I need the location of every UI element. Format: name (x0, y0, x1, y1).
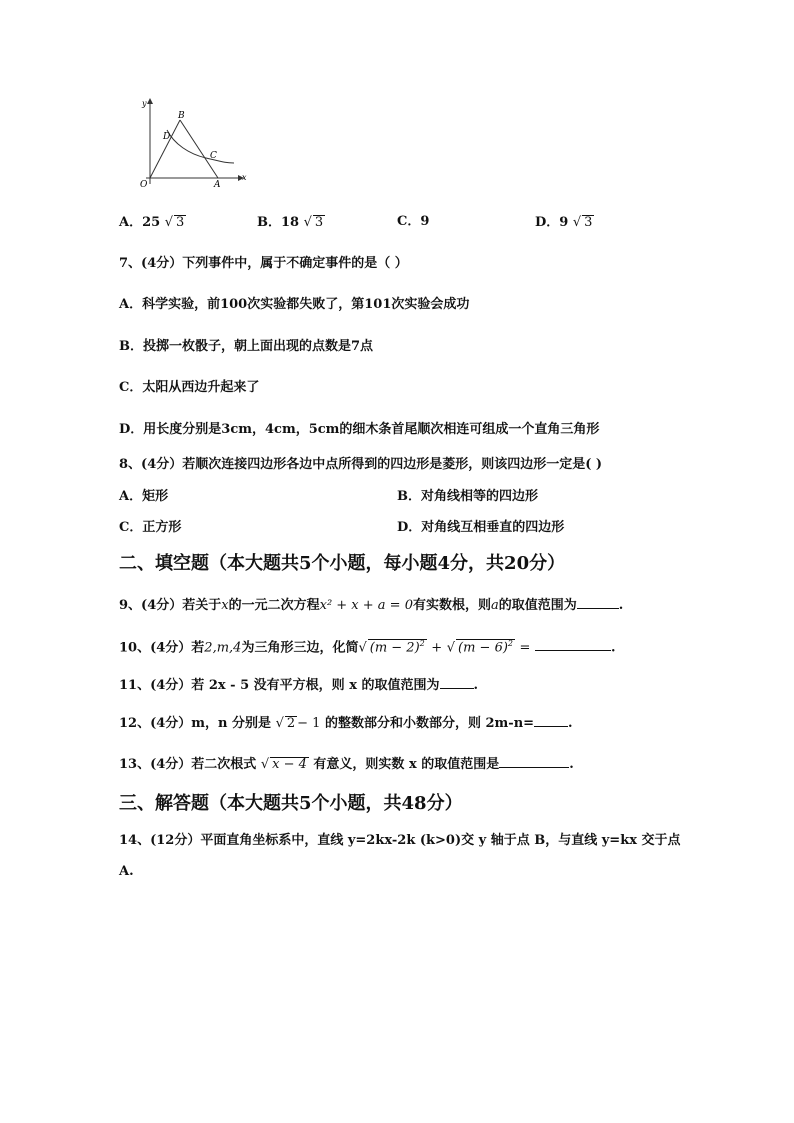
q7-option-c: C．太阳从西边升起来了 (119, 380, 260, 395)
q10-prefix: 10、(4分）若 (119, 640, 205, 656)
q8-option-d: D．对角线互相垂直的四边形 (397, 520, 565, 535)
label-x: x (242, 173, 247, 182)
q10-equals: = (519, 640, 531, 656)
q11-var: x (349, 678, 357, 693)
sqrt-icon: √ (260, 757, 270, 772)
q12-prefix: 12、(4分）m，n 分别是 (119, 716, 272, 731)
q13 (119, 757, 574, 771)
q9-answer-blank[interactable] (577, 608, 619, 609)
q11 (119, 679, 478, 692)
q6-option-b (257, 215, 325, 229)
label-a: A (214, 180, 221, 190)
q9-end: . (618, 598, 624, 613)
q13-suffix: 有意义，则实数 x 的取值范围是 (313, 757, 500, 772)
q9-equation: x² + x + a = 0 (319, 598, 413, 613)
q10-answer-blank[interactable] (535, 650, 611, 651)
coordinate-figure (134, 92, 264, 192)
q11-answer-blank[interactable] (440, 688, 474, 689)
q6-option-a (119, 215, 186, 229)
q9-prefix: 9、(4分）若关于 (119, 598, 222, 613)
q10-mid: 为三角形三边，化简 (241, 640, 359, 656)
label-y: y (142, 99, 147, 108)
q9-var-a: a (491, 598, 499, 613)
option-radicand: 3 (176, 215, 185, 230)
sqrt-icon: √ (303, 215, 312, 230)
sqrt-icon: √ (275, 716, 284, 731)
option-text: 9 (420, 214, 430, 229)
q11-suffix: 的取值范围为 (361, 678, 440, 693)
label-o: O (140, 180, 148, 190)
section-answer-title: 三、解答题（本大题共5个小题，共48分） (119, 793, 463, 814)
option-letter: B． (257, 215, 281, 230)
q6-option-c (397, 215, 429, 228)
sqrt-icon: √ (572, 215, 582, 230)
option-letter: C． (397, 214, 421, 229)
q12 (119, 716, 573, 730)
q10-radicand-2: $(m - 6)^2$ (458, 639, 514, 656)
section-fill-in-title: 二、填空题（本大题共5个小题，每小题4分，共20分） (119, 553, 566, 574)
option-coef: 18 (281, 215, 300, 230)
q14-line-2: A. (119, 864, 134, 879)
q12-end: . (568, 716, 573, 731)
q6-option-d (535, 215, 594, 229)
q9-suffix: 的取值范围为 (498, 598, 577, 613)
option-radicand: 3 (314, 215, 324, 230)
label-b: B (178, 111, 185, 121)
q7-option-b: B．投掷一枚骰子，朝上面出现的点数是7点 (119, 339, 374, 354)
q7-option-a: A．科学实验，前100次实验都失败了，第101次实验会成功 (119, 297, 470, 312)
option-coef: 9 (559, 215, 569, 230)
q10-radicand-1: $(m - 2)^2$ (369, 639, 425, 656)
option-letter: D． (535, 215, 560, 230)
q11-expression: 2x - 5 (208, 678, 250, 693)
q9 (119, 599, 623, 612)
q10-sides: 2,m,4 (204, 640, 242, 656)
q11-end: . (473, 678, 479, 693)
segment-ba (180, 120, 218, 178)
q11-prefix: 11、(4分）若 (119, 678, 205, 693)
label-c: C (210, 151, 217, 161)
hyperbola-curve (167, 130, 234, 163)
q9-var-x: x (221, 598, 229, 613)
q13-prefix: 13、(4分）若二次根式 (119, 757, 257, 772)
q14-line-1: 14、(12分）平面直角坐标系中，直线 y=2kx-2k (k>0)交 y 轴于点 B，与直线 y=kx 交于点 (119, 833, 681, 848)
q8-option-a: A．矩形 (119, 489, 169, 504)
q9-mid2: 有实数根，则 (412, 598, 491, 613)
q13-answer-blank[interactable] (499, 767, 569, 768)
q10-end: . (610, 640, 616, 656)
label-d: D (163, 132, 171, 142)
q12-minus: − 1 (297, 716, 321, 731)
sqrt-icon: √ (164, 215, 174, 230)
q8-stem: 8、(4分）若顺次连接四边形各边中点所得到的四边形是菱形，则该四边形一定是( ) (119, 457, 603, 472)
q7-option-d: D．用长度分别是3cm，4cm，5cm的细木条首尾顺次相连可组成一个直角三角形 (119, 422, 600, 437)
q8-option-b: B．对角线相等的四边形 (397, 489, 538, 504)
q9-mid: 的一元二次方程 (228, 598, 320, 613)
segment-ob (150, 120, 180, 178)
q12-radicand: 2 (286, 716, 296, 731)
sqrt-icon: √ (446, 640, 456, 656)
q13-radicand: x − 4 (272, 757, 307, 772)
q10 (119, 639, 616, 654)
q12-answer-blank[interactable] (534, 726, 568, 727)
q13-end: . (569, 757, 574, 772)
option-letter: A． (119, 215, 143, 230)
sqrt-icon: √ (358, 640, 367, 656)
q11-mid: 没有平方根，则 (253, 678, 345, 693)
q7-stem: 7、(4分）下列事件中，属于不确定事件的是（ ） (119, 256, 408, 271)
option-radicand: 3 (584, 215, 593, 230)
q10-plus: + (431, 640, 443, 656)
option-coef: 25 (142, 215, 161, 230)
q8-option-c: C．正方形 (119, 520, 182, 535)
q12-suffix: 的整数部分和小数部分，则 2m-n= (324, 716, 535, 731)
y-axis-arrow-icon (147, 98, 153, 104)
